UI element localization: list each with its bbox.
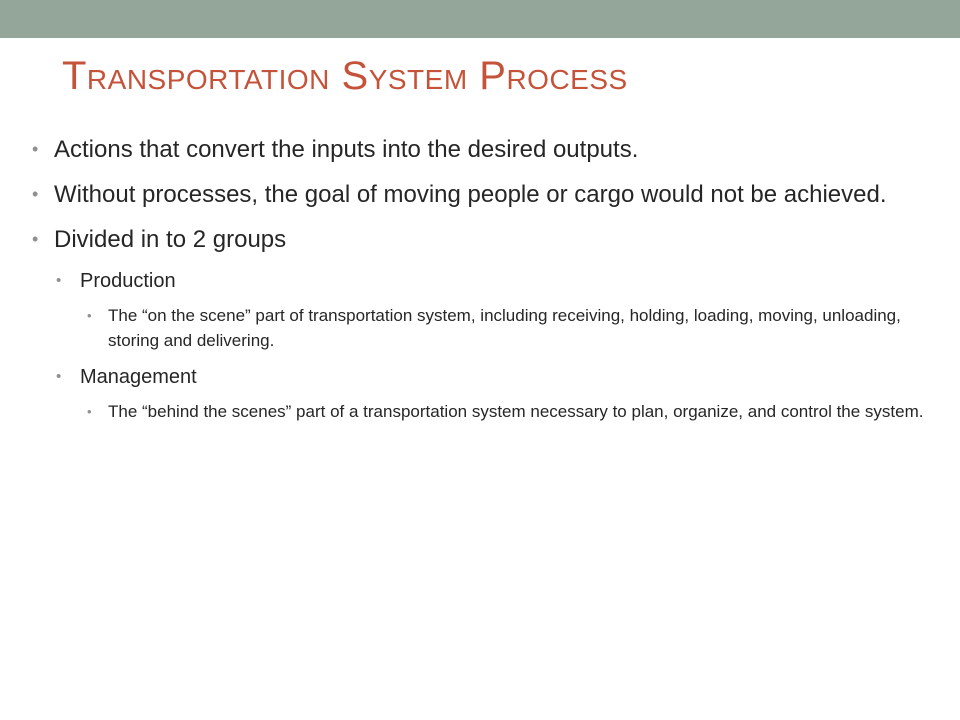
bullet-item <box>32 222 932 257</box>
bullet-text: Actions that convert the inputs into the desired outputs. <box>54 136 639 163</box>
bullet-icon: • <box>87 404 92 419</box>
bullet-item <box>32 177 932 212</box>
sub-sub-bullet-text: The “on the scene” part of transportation system, including receiving, holding, loading, moving, unloading, storing and delivering. <box>108 306 901 350</box>
bullet-icon: • <box>32 229 39 249</box>
sub-bullet-item <box>56 363 932 391</box>
bullet-icon: • <box>87 308 92 323</box>
sub-bullet-text: Management <box>80 366 197 388</box>
sub-sub-bullet-item <box>87 303 928 353</box>
bullet-icon: • <box>56 368 62 385</box>
bullet-item <box>32 132 932 167</box>
slide-content <box>32 132 932 434</box>
sub-bullet-text: Production <box>80 270 176 292</box>
bullet-icon: • <box>32 184 39 204</box>
bullet-icon: • <box>32 139 39 159</box>
bullet-icon: • <box>56 272 62 289</box>
sub-sub-bullet-item <box>87 399 928 424</box>
sub-bullet-item <box>56 267 932 295</box>
sub-sub-bullet-text: The “behind the scenes” part of a transportation system necessary to plan, organize, and control the system. <box>108 402 924 421</box>
top-accent-bar <box>0 0 960 38</box>
bullet-text: Without processes, the goal of moving people or cargo would not be achieved. <box>54 181 887 208</box>
bullet-text: Divided in to 2 groups <box>54 226 287 253</box>
slide-title: Transportation System Process <box>62 54 628 98</box>
